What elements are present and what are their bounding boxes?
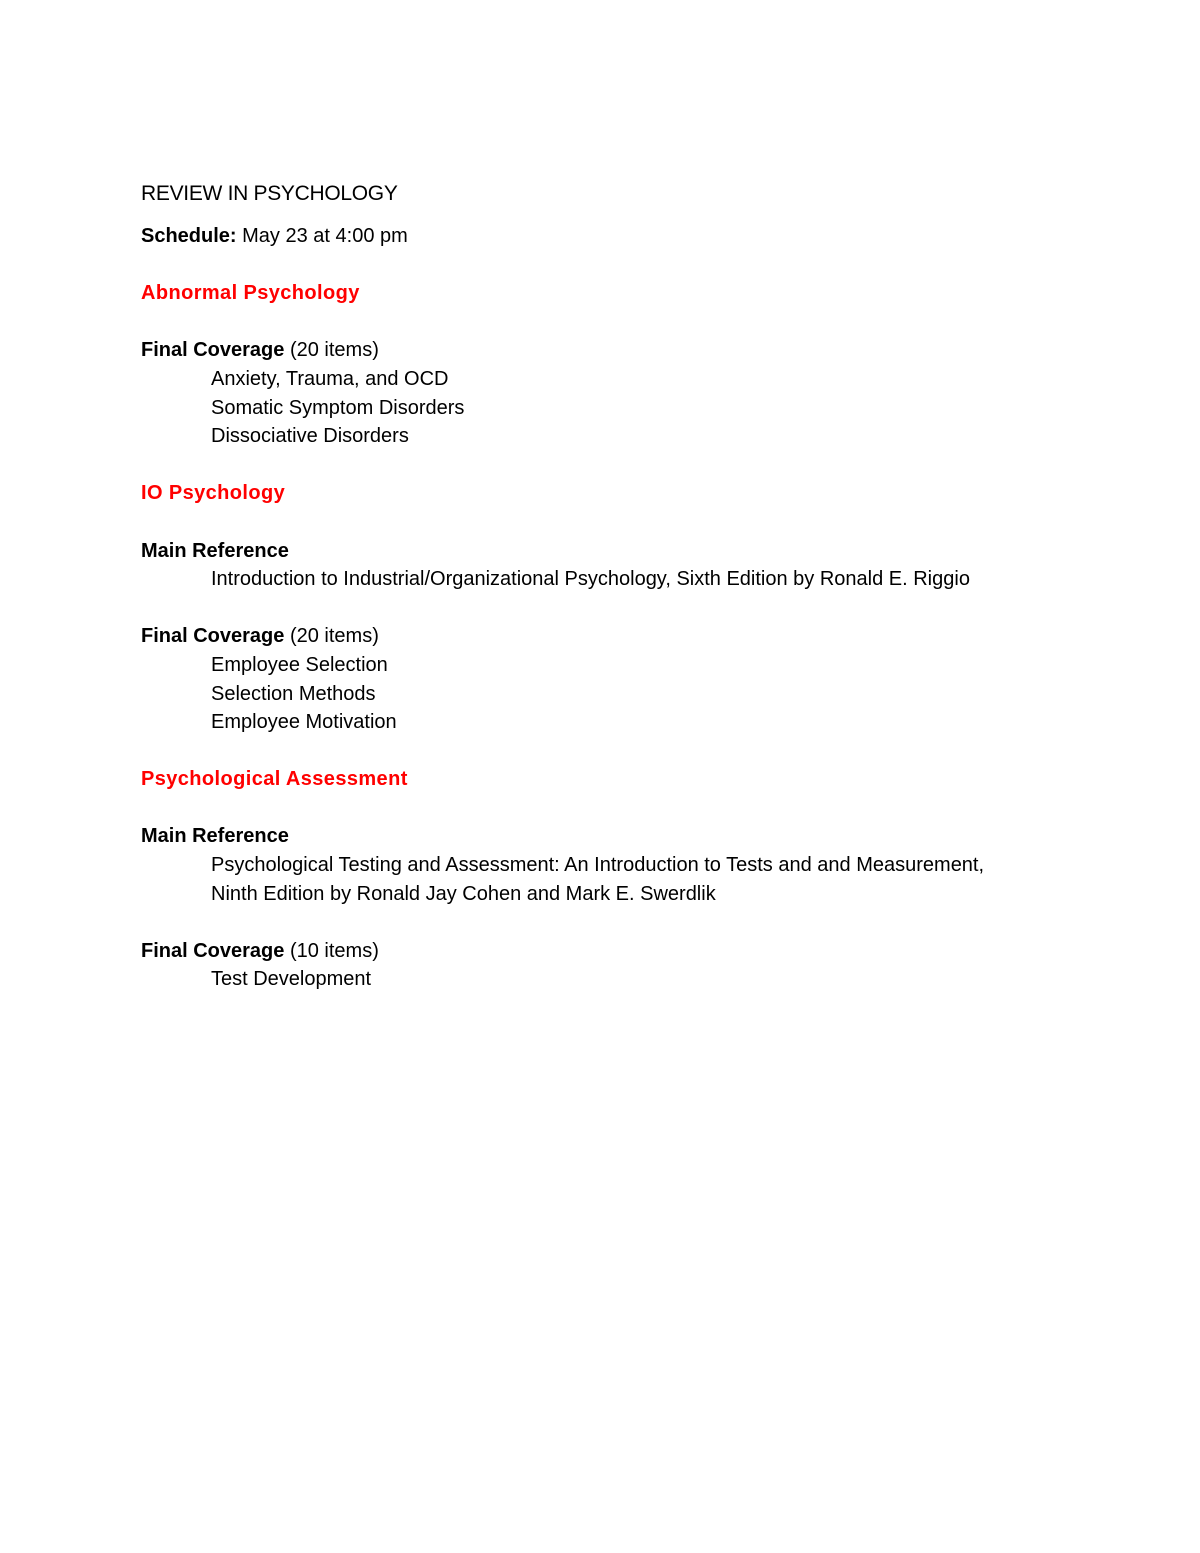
coverage-item: Somatic Symptom Disorders: [211, 396, 465, 419]
spacer: [141, 594, 1141, 623]
document-page: [141, 180, 1141, 994]
reference-line: Psychological Testing and Assessment: An Introduction to Tests and and Measurement,: [211, 854, 985, 877]
section-heading: Psychological Assessment: [141, 768, 408, 791]
spacer: [141, 251, 1141, 280]
coverage-item: Anxiety, Trauma, and OCD: [211, 367, 449, 390]
section-heading: IO Psychology: [141, 482, 286, 505]
schedule-label: Schedule:: [141, 225, 237, 247]
coverage-item: Dissociative Disorders: [211, 425, 409, 448]
section-psychological-assessment: [141, 765, 1141, 994]
coverage-item: Employee Motivation: [211, 711, 397, 734]
final-coverage-heading: [141, 622, 1141, 651]
final-coverage-heading: [141, 937, 1141, 966]
document-title: REVIEW IN PSYCHOLOGY: [141, 182, 398, 205]
section-io-psychology: [141, 479, 1141, 736]
spacer: [141, 737, 1141, 766]
item-count: (20 items): [284, 625, 379, 648]
section-abnormal-psychology: [141, 279, 1141, 451]
schedule-value: May 23 at 4:00 pm: [236, 225, 408, 247]
spacer: [141, 794, 1141, 823]
spacer: [141, 908, 1141, 937]
final-coverage-heading: [141, 336, 1141, 365]
reference-line: Introduction to Industrial/Organizational Psychology, Sixth Edition by Ronald E. Riggio: [211, 568, 970, 591]
section-heading: Abnormal Psychology: [141, 282, 360, 305]
final-coverage-label: Final Coverage: [141, 625, 285, 648]
spacer: [141, 451, 1141, 480]
item-count: (20 items): [284, 339, 379, 362]
final-coverage-label: Final Coverage: [141, 339, 285, 362]
reference-line: Ninth Edition by Ronald Jay Cohen and Mark E. Swerdlik: [211, 882, 716, 905]
coverage-item: Selection Methods: [211, 682, 376, 705]
spacer: [141, 508, 1141, 537]
schedule-line: [141, 222, 1141, 251]
main-reference-label: Main Reference: [141, 539, 289, 562]
coverage-item: Employee Selection: [211, 653, 388, 676]
final-coverage-label: Final Coverage: [141, 939, 285, 962]
main-reference-label: Main Reference: [141, 825, 289, 848]
coverage-item: Test Development: [211, 968, 372, 991]
item-count: (10 items): [284, 939, 379, 962]
spacer: [141, 308, 1141, 337]
